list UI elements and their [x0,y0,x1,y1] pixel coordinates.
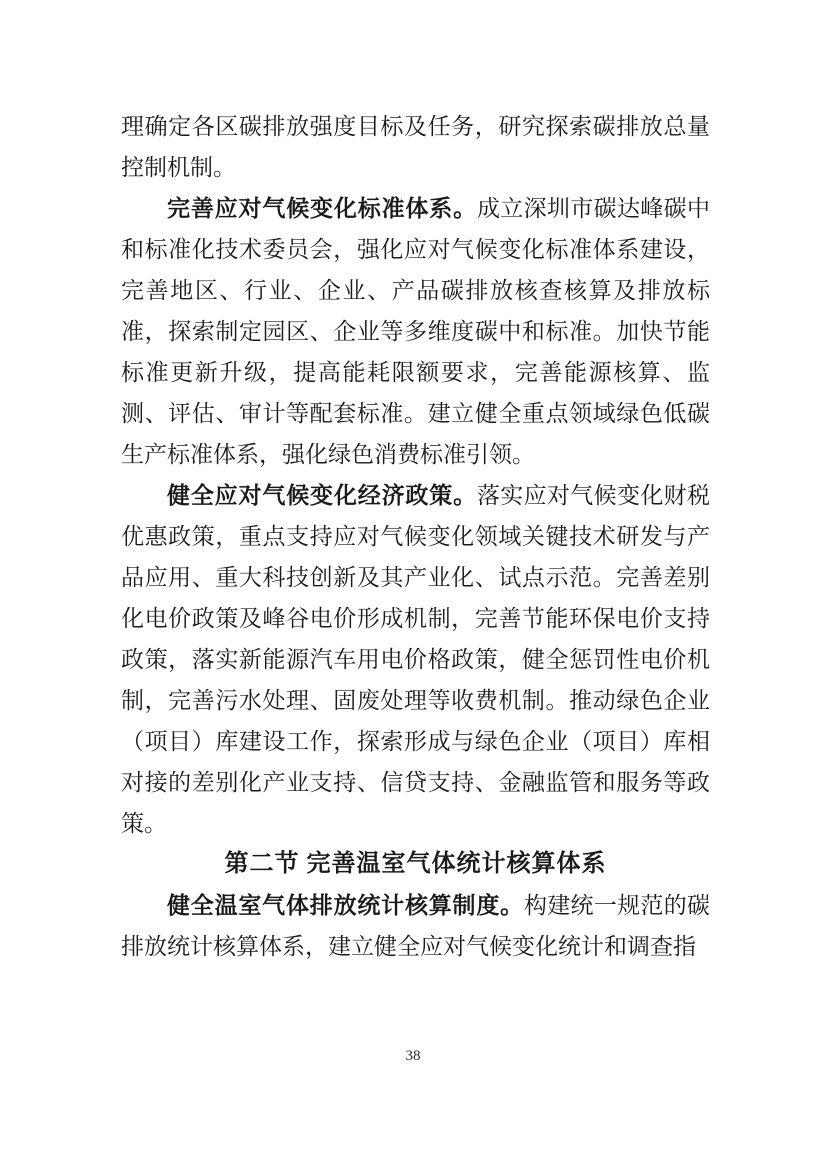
paragraph-text: 落实应对气候变化财税优惠政策，重点支持应对气候变化领域关键技术研发与产品应用、重大科技创新及其产业化、试点示范。完善差别化电价政策及峰谷电价形成机制，完善节能环保电价支持政策，落实新能源汽车用电价格政策，健全惩罚性电价机制，完善污水处理、固废处理等收费机制。推动绿色企业（项目）库建设工作，探索形成与绿色企业（项目）库相对接的差别化产业支持、信贷支持、金融监管和服务等政策。 [121,483,711,836]
page-body [121,106,710,967]
paragraph [121,885,710,967]
paragraph-continuation: 理确定各区碳排放强度目标及任务，研究探索碳排放总量控制机制。 [121,114,710,180]
page-number: 38 [405,1048,421,1064]
paragraph-text: 构建统一规范的碳排放统计核算体系，建立健全应对气候变化统计和调查指 [121,893,711,959]
paragraph [121,475,710,844]
bold-lead: 完善应对气候变化标准体系。 [167,196,477,221]
bold-lead: 健全应对气候变化经济政策。 [167,483,477,508]
paragraph [121,188,710,475]
paragraph-text: 成立深圳市碳达峰碳中和标准化技术委员会，强化应对气候变化标准体系建设，完善地区、行业、企业、产品碳排放核查核算及排放标准，探索制定园区、企业等多维度碳中和标准。加快节能标准更新升级，提高能耗限额要求，完善能源核算、监测、评估、审计等配套标准。建立健全重点领域绿色低碳生产标准体系，强化绿色消费标准引领。 [121,196,711,467]
section-heading: 第二节 完善温室气体统计核算体系 [224,851,607,877]
bold-lead: 健全温室气体排放统计核算制度。 [167,893,524,918]
